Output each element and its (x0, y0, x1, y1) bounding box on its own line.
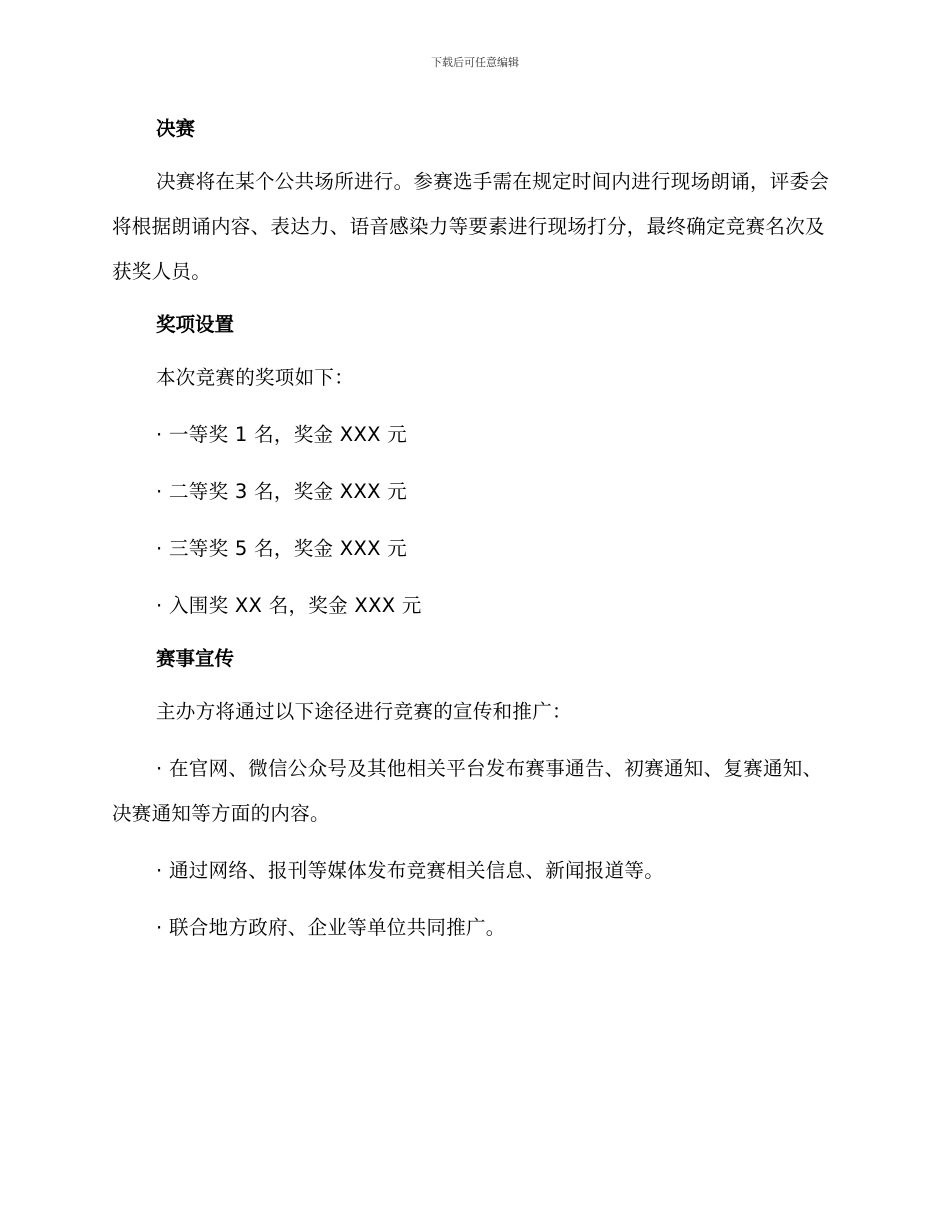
document-body (112, 110, 837, 950)
award-item-third: · 三等奖 5 名，奖金 XXX 元 (156, 537, 408, 560)
award-item-first: · 一等奖 1 名，奖金 XXX 元 (156, 423, 408, 446)
section-heading-final: 决赛 (156, 117, 196, 140)
promotion-intro: 主办方将通过以下途径进行竞赛的宣传和推广： (156, 700, 572, 723)
promotion-item-media: · 通过网络、报刊等媒体发布竞赛相关信息、新闻报道等。 (156, 859, 664, 882)
awards-intro: 本次竞赛的奖项如下： (156, 366, 355, 389)
promotion-item-partners: · 联合地方政府、企业等单位共同推广。 (156, 916, 506, 939)
award-item-finalist: · 入围奖 XX 名，奖金 XXX 元 (156, 594, 422, 617)
award-item-second: · 二等奖 3 名，奖金 XXX 元 (156, 480, 408, 503)
section-heading-awards: 奖项设置 (156, 313, 235, 336)
promotion-item-official-channels: · 在官网、微信公众号及其他相关平台发布赛事通告、初赛通知、复赛通知、决赛通知等方面的内容。 (112, 757, 823, 825)
page-header: 下载后可任意编辑 (431, 56, 519, 69)
section-heading-promotion: 赛事宣传 (156, 647, 235, 670)
final-paragraph: 决赛将在某个公共场所进行。参赛选手需在规定时间内进行现场朗诵，评委会将根据朗诵内容、表达力、语音感染力等要素进行现场打分，最终确定竞赛名次及获奖人员。 (112, 170, 830, 283)
